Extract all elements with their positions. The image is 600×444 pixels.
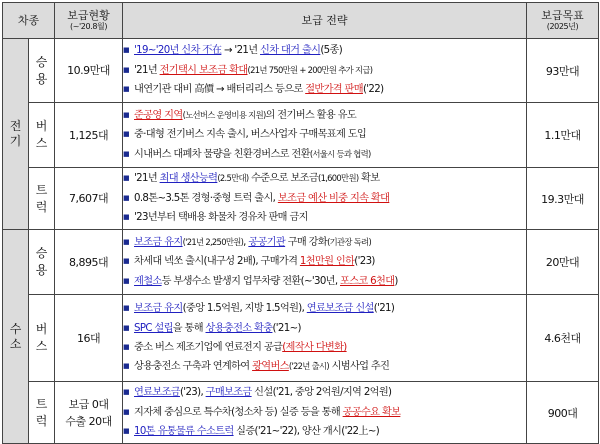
square-bullet-icon: ■ [123, 213, 129, 222]
strategy-text-segment: 실증('21~'22), 양산 개시('22上~) [233, 426, 380, 438]
table-row [3, 230, 599, 295]
vehicle-type-cell: 트 럭 [29, 168, 55, 230]
square-bullet-icon: ■ [123, 407, 129, 416]
vehicle-category-cell: 전 기 [3, 39, 29, 230]
table-row [3, 39, 599, 103]
strategy-text-segment: (중앙 1.5억원, 지방 1.5억원), [182, 303, 307, 315]
current-status-cell [55, 39, 123, 103]
strategy-item-text [134, 125, 366, 144]
strategy-text-segment: 광역버스 [252, 361, 289, 373]
strategy-text-segment: 중소 버스 제조기업에 연료전지 공급 [134, 342, 283, 353]
square-bullet-icon: ■ [123, 65, 129, 74]
strategy-item [123, 319, 526, 338]
current-status-cell [55, 103, 123, 168]
strategy-text-segment: 의 전기버스 활용 유도 [265, 109, 357, 121]
strategy-item [123, 125, 526, 144]
strategy-item [123, 145, 526, 164]
strategy-text-segment: 구매 강화 [285, 236, 328, 248]
strategy-text-segment: 시내버스 대폐차 물량을 친환경버스로 전환 [134, 148, 310, 160]
strategy-text-segment: (제작사 다변화) [282, 342, 347, 353]
strategy-item-text [134, 145, 371, 164]
square-bullet-icon: ■ [123, 427, 129, 436]
strategy-item-text [134, 61, 372, 80]
current-status-line: 보급 0대 [68, 397, 109, 411]
strategy-text-segment: 을 통해 [172, 322, 206, 334]
strategy-text-segment: 지자체 중심으로 특수차(청소차 등) 실증 등을 통해 [134, 406, 343, 418]
strategy-text-segment: ) [394, 275, 398, 287]
strategy-text-segment: 신차 대거 출시 [260, 45, 321, 57]
strategy-text-segment: (기관장 독려) [327, 236, 372, 247]
square-bullet-icon: ■ [123, 388, 129, 397]
square-bullet-icon: ■ [123, 149, 129, 158]
strategy-text-segment: ('22년 출시) [288, 361, 329, 372]
strategy-text-segment: 연료보조금 신설 [306, 303, 374, 315]
vehicle-category-cell: 수 소 [3, 230, 29, 444]
strategy-text-segment: 보조금 유지 [134, 236, 183, 248]
strategy-text-segment: ('23) [354, 256, 375, 268]
square-bullet-icon: ■ [123, 343, 129, 351]
strategy-text-segment: 1천만원 인하 [299, 256, 355, 268]
strategy-cell [123, 103, 527, 168]
strategy-item [123, 272, 526, 291]
current-status-line: 수출 20대 [65, 414, 112, 428]
strategy-text-segment: 10톤 유통물류 수소트럭 [134, 426, 234, 438]
square-bullet-icon: ■ [123, 323, 129, 332]
square-bullet-icon: ■ [123, 237, 129, 246]
current-status-cell [55, 295, 123, 382]
strategy-text-segment: ('21~) [272, 322, 301, 334]
strategy-text-segment: (서울시 등과 협력) [309, 148, 371, 159]
strategy-text-segment: '21년 [134, 64, 160, 76]
strategy-item [123, 169, 526, 188]
header-current: 보급현황 (~'20.8월) [55, 3, 123, 39]
target-goal-cell: 93만대 [527, 39, 599, 103]
strategy-text-segment: 준공영 지역 [134, 109, 183, 121]
strategy-text-segment: 내연기관 대비 高價 → 배터리리스 등으로 [134, 84, 306, 96]
strategy-text-segment: 차세대 넥쏘 출시(내구성 2배), 구매가격 [134, 256, 300, 268]
current-status-line: 1,125대 [68, 128, 109, 142]
strategy-text-segment: (노선버스 운영비용 지원) [182, 109, 266, 120]
strategy-text-segment: 상용충전소 구축과 연계하여 [134, 361, 253, 373]
strategy-text-segment: 연료보조금 [134, 387, 180, 399]
current-status-line: 7,607대 [68, 192, 109, 205]
strategy-text-segment: ('23), [179, 387, 206, 399]
ev-hydrogen-strategy-table [2, 2, 599, 444]
current-status-line: 16대 [76, 331, 101, 345]
square-bullet-icon: ■ [123, 193, 129, 202]
strategy-item-text [134, 383, 391, 402]
table-row [3, 295, 599, 382]
header-category: 차종 [3, 3, 55, 39]
strategy-item-text [134, 169, 379, 188]
strategy-item [123, 80, 526, 99]
strategy-text-segment: 보조금 예산 비중 지속 확대 [277, 192, 390, 204]
header-strategy: 보급 전략 [123, 3, 527, 39]
strategy-text-segment: 확보 [358, 173, 380, 185]
strategy-cell [123, 39, 527, 103]
strategy-item [123, 106, 526, 125]
strategy-item-text [134, 106, 356, 125]
target-goal-cell: 20만대 [527, 230, 599, 295]
strategy-text-segment: '21년 [134, 173, 160, 185]
strategy-item [123, 233, 526, 252]
strategy-item-text [134, 41, 342, 60]
strategy-text-segment: 보조금 유지 [134, 303, 183, 315]
header-row [3, 3, 599, 39]
table-row [3, 168, 599, 230]
strategy-item-text [134, 189, 389, 208]
strategy-item [123, 299, 526, 318]
strategy-item [123, 403, 526, 422]
strategy-cell [123, 230, 527, 295]
strategy-text-segment: SPC 설립 [134, 322, 173, 334]
strategy-item [123, 189, 526, 208]
strategy-text-segment: 수준으로 보조금 [248, 173, 319, 185]
strategy-text-segment: 구매보조금 [205, 387, 252, 399]
target-goal-cell: 19.3만대 [527, 168, 599, 230]
table-row [3, 382, 599, 444]
square-bullet-icon: ■ [123, 257, 129, 266]
strategy-text-segment: 최대 생산능력 [159, 173, 218, 185]
strategy-text-segment: ('21년 2,250만원) [182, 236, 244, 247]
strategy-item [123, 338, 526, 357]
target-goal-cell: 900대 [527, 382, 599, 444]
current-status-line: 8,895대 [68, 255, 109, 269]
strategy-item-text [134, 403, 400, 422]
target-goal-cell: 1.1만대 [527, 103, 599, 168]
strategy-text-segment: (2.5만대) [217, 173, 249, 184]
vehicle-type-cell: 버 스 [29, 103, 55, 168]
strategy-item [123, 357, 526, 376]
square-bullet-icon: ■ [123, 362, 129, 371]
strategy-item-text [134, 299, 394, 318]
strategy-text-segment: 시범사업 추진 [328, 361, 390, 373]
strategy-item-text [134, 422, 379, 441]
current-status-cell [55, 382, 123, 444]
strategy-item-text [134, 252, 375, 271]
strategy-text-segment: (21년 750만원 + 200만원 추가 지급) [247, 64, 373, 75]
strategy-item [123, 208, 526, 227]
strategy-item [123, 422, 526, 441]
strategy-item [123, 41, 526, 60]
current-status-cell [55, 230, 123, 295]
current-status-cell [55, 168, 123, 230]
strategy-item [123, 383, 526, 402]
strategy-cell [123, 382, 527, 444]
vehicle-type-cell: 버 스 [29, 295, 55, 382]
strategy-text-segment: 포스코 6천대 [340, 275, 395, 287]
table-row [3, 103, 599, 168]
strategy-cell [123, 295, 527, 382]
strategy-item-text [134, 80, 383, 99]
strategy-text-segment: (1,600만원) [318, 173, 359, 184]
strategy-text-segment: 절반가격 판매 [305, 84, 363, 96]
strategy-text-segment: 중·대형 전기버스 지속 출시, 버스사업자 구매목표제 도입 [134, 129, 367, 141]
vehicle-type-cell: 승 용 [29, 230, 55, 295]
vehicle-type-cell: 승 용 [29, 39, 55, 103]
strategy-text-segment: 상용충전소 확충 [205, 322, 273, 334]
square-bullet-icon: ■ [123, 130, 129, 139]
current-status-line: 10.9만대 [67, 64, 110, 77]
strategy-text-segment: → '21년 [221, 45, 261, 57]
strategy-text-segment: 공공기관 [248, 236, 286, 248]
strategy-text-segment: '23년부터 택배용 화물차 경유차 판매 금지 [134, 212, 308, 224]
strategy-item-text [134, 319, 301, 338]
vehicle-type-cell: 트 럭 [29, 382, 55, 444]
strategy-text-segment: 0.8톤~3.5톤 경형·중형 트럭 출시, [134, 192, 278, 204]
strategy-item-text [134, 357, 389, 376]
square-bullet-icon: ■ [123, 85, 129, 94]
header-goal: 보급목표 (2025년) [527, 3, 599, 39]
strategy-text-segment: (5종) [320, 45, 343, 57]
strategy-item-text [134, 272, 398, 291]
strategy-text-segment: 제철소 [134, 275, 162, 287]
strategy-text-segment: 등 부생수소 발생지 업무차량 전환(~'30년, [161, 275, 341, 287]
strategy-text-segment: '19~'20년 신차 不在 [134, 45, 222, 57]
strategy-text-segment: 전기택시 보조금 확대 [159, 64, 248, 76]
square-bullet-icon: ■ [123, 110, 129, 119]
strategy-item-text [134, 233, 371, 252]
strategy-item-text [134, 208, 308, 227]
strategy-text-segment: , [243, 236, 249, 248]
strategy-item-text [134, 338, 347, 357]
strategy-text-segment: 공공수요 확보 [342, 406, 401, 418]
strategy-text-segment: 신설('21, 중앙 2억원/지역 2억원) [251, 387, 392, 399]
target-goal-cell: 4.6천대 [527, 295, 599, 382]
strategy-text-segment: ('22) [362, 84, 384, 96]
square-bullet-icon: ■ [123, 46, 129, 55]
square-bullet-icon: ■ [123, 174, 129, 183]
square-bullet-icon: ■ [123, 276, 129, 285]
strategy-text-segment: ('21) [373, 303, 395, 315]
square-bullet-icon: ■ [123, 304, 129, 313]
strategy-item [123, 252, 526, 271]
strategy-item [123, 61, 526, 80]
strategy-cell [123, 168, 527, 230]
